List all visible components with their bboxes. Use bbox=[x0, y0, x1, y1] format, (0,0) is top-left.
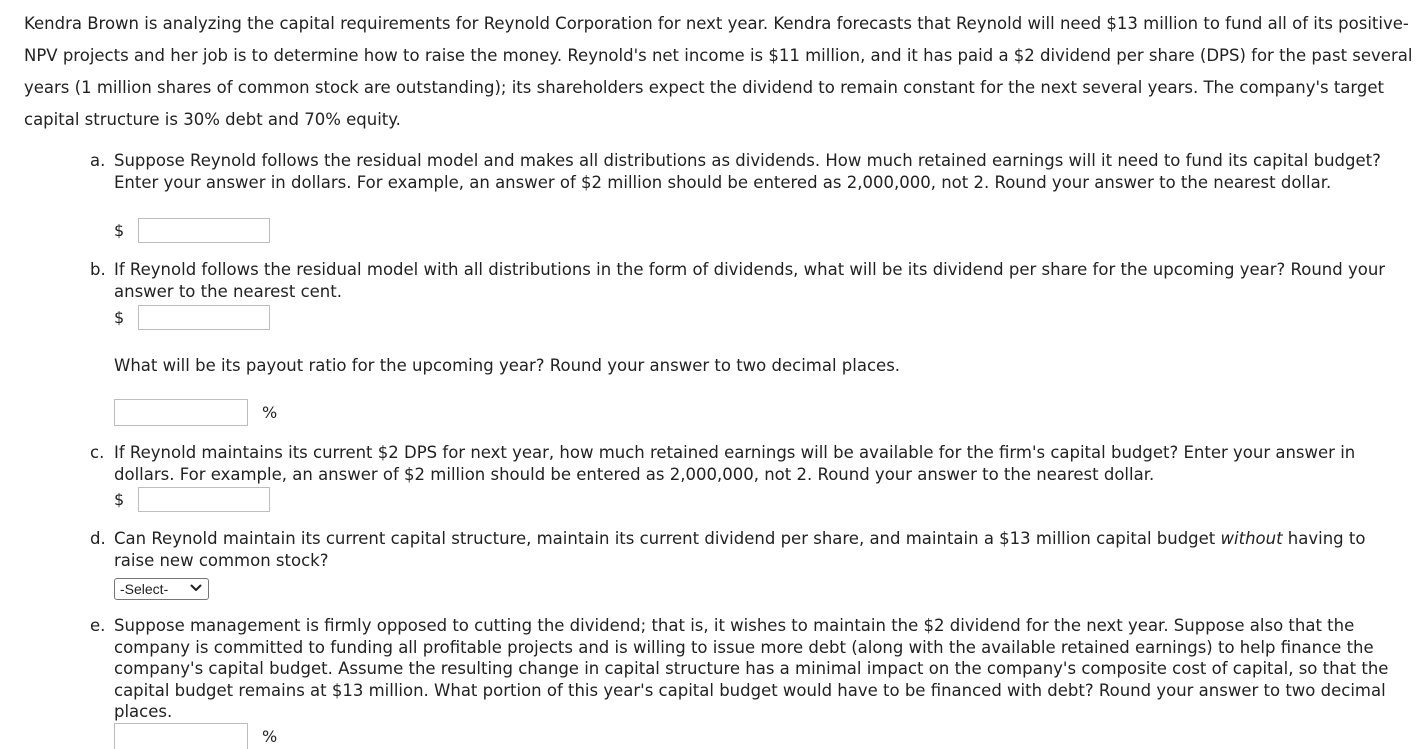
part-e bbox=[90, 615, 1410, 723]
part-b-payout-question: What will be its payout ratio for the upcoming year? Round your answer to two decimal places. bbox=[114, 356, 901, 375]
part-a-retained-earnings-input[interactable] bbox=[138, 218, 270, 243]
part-a-question: Suppose Reynold follows the residual model and makes all distributions as dividends. How much retained earnings will it need to fund its capital budget? Enter your answer in dollars. For example, an answer of $2 million should be entered as 2,000,000, not 2. Round your answer to the nearest dollar. bbox=[114, 151, 1381, 192]
part-d-text-after: having to raise new common stock? bbox=[114, 529, 1366, 570]
part-d-emphasis: without bbox=[1220, 529, 1283, 548]
part-d-question bbox=[114, 528, 1410, 571]
part-d bbox=[90, 528, 1410, 571]
part-a-answer-row bbox=[114, 218, 270, 243]
part-b-letter: b. bbox=[90, 260, 106, 279]
part-e-debt-portion-input[interactable] bbox=[114, 723, 248, 749]
part-a bbox=[90, 150, 1410, 193]
part-b-payout-ratio-input[interactable] bbox=[114, 399, 248, 426]
select-value: -Select- bbox=[120, 581, 169, 597]
part-d-answer-row bbox=[114, 578, 209, 600]
dollar-sign: $ bbox=[114, 221, 125, 240]
part-a-letter: a. bbox=[90, 151, 106, 170]
part-d-select[interactable] bbox=[114, 578, 209, 600]
part-c bbox=[90, 442, 1410, 485]
dollar-sign: $ bbox=[114, 490, 125, 509]
percent-sign: % bbox=[262, 727, 278, 746]
dollar-sign: $ bbox=[114, 308, 125, 327]
part-e-answer-row bbox=[114, 723, 277, 749]
percent-sign: % bbox=[262, 403, 278, 422]
part-c-retained-earnings-input[interactable] bbox=[138, 487, 270, 512]
part-b bbox=[90, 259, 1410, 302]
chevron-down-icon bbox=[190, 582, 202, 594]
part-d-letter: d. bbox=[90, 529, 106, 548]
part-b-dividend-per-share-input[interactable] bbox=[138, 305, 270, 330]
part-b-payout-answer-row bbox=[114, 399, 277, 426]
part-c-letter: c. bbox=[90, 443, 105, 462]
part-e-question: Suppose management is firmly opposed to cutting the dividend; that is, it wishes to maintain the $2 dividend for the next year. Suppose also that the company is committed to funding all profitable projects and is willing to issue more debt (along with the available retained earnings) to help finance the company's capital budget. Assume the resulting change in capital structure has a minimal impact on the company's composite cost of capital, so that the capital budget remains at $13 million. What portion of this year's capital budget would have to be financed with debt? Round your answer to two decimal places. bbox=[114, 616, 1389, 721]
part-c-answer-row bbox=[114, 487, 270, 512]
part-e-letter: e. bbox=[90, 616, 106, 635]
part-b-answer-row bbox=[114, 305, 270, 330]
part-c-question: If Reynold maintains its current $2 DPS for next year, how much retained earnings will be available for the firm's capital budget? Enter your answer in dollars. For example, an answer of $2 million should be entered as 2,000,000, not 2. Round your answer to the nearest dollar. bbox=[114, 443, 1356, 484]
problem-intro: Kendra Brown is analyzing the capital requirements for Reynold Corporation for next year. Kendra forecasts that Reynold will need $13 million to fund all of its positive-NPV projects and her job is to determine how to raise the money. Reynold's net income is $11 million, and it has paid a $2 dividend per share (DPS) for the past several years (1 million shares of common stock are outstanding); its shareholders expect the dividend to remain constant for the next several years. The company's target capital structure is 30% debt and 70% equity. bbox=[24, 14, 1413, 129]
part-b-question: If Reynold follows the residual model with all distributions in the form of dividends, what will be its dividend per share for the upcoming year? Round your answer to the nearest cent. bbox=[114, 260, 1386, 301]
part-d-text-before: Can Reynold maintain its current capital structure, maintain its current dividend per share, and maintain a $13 million capital budget bbox=[114, 529, 1221, 548]
